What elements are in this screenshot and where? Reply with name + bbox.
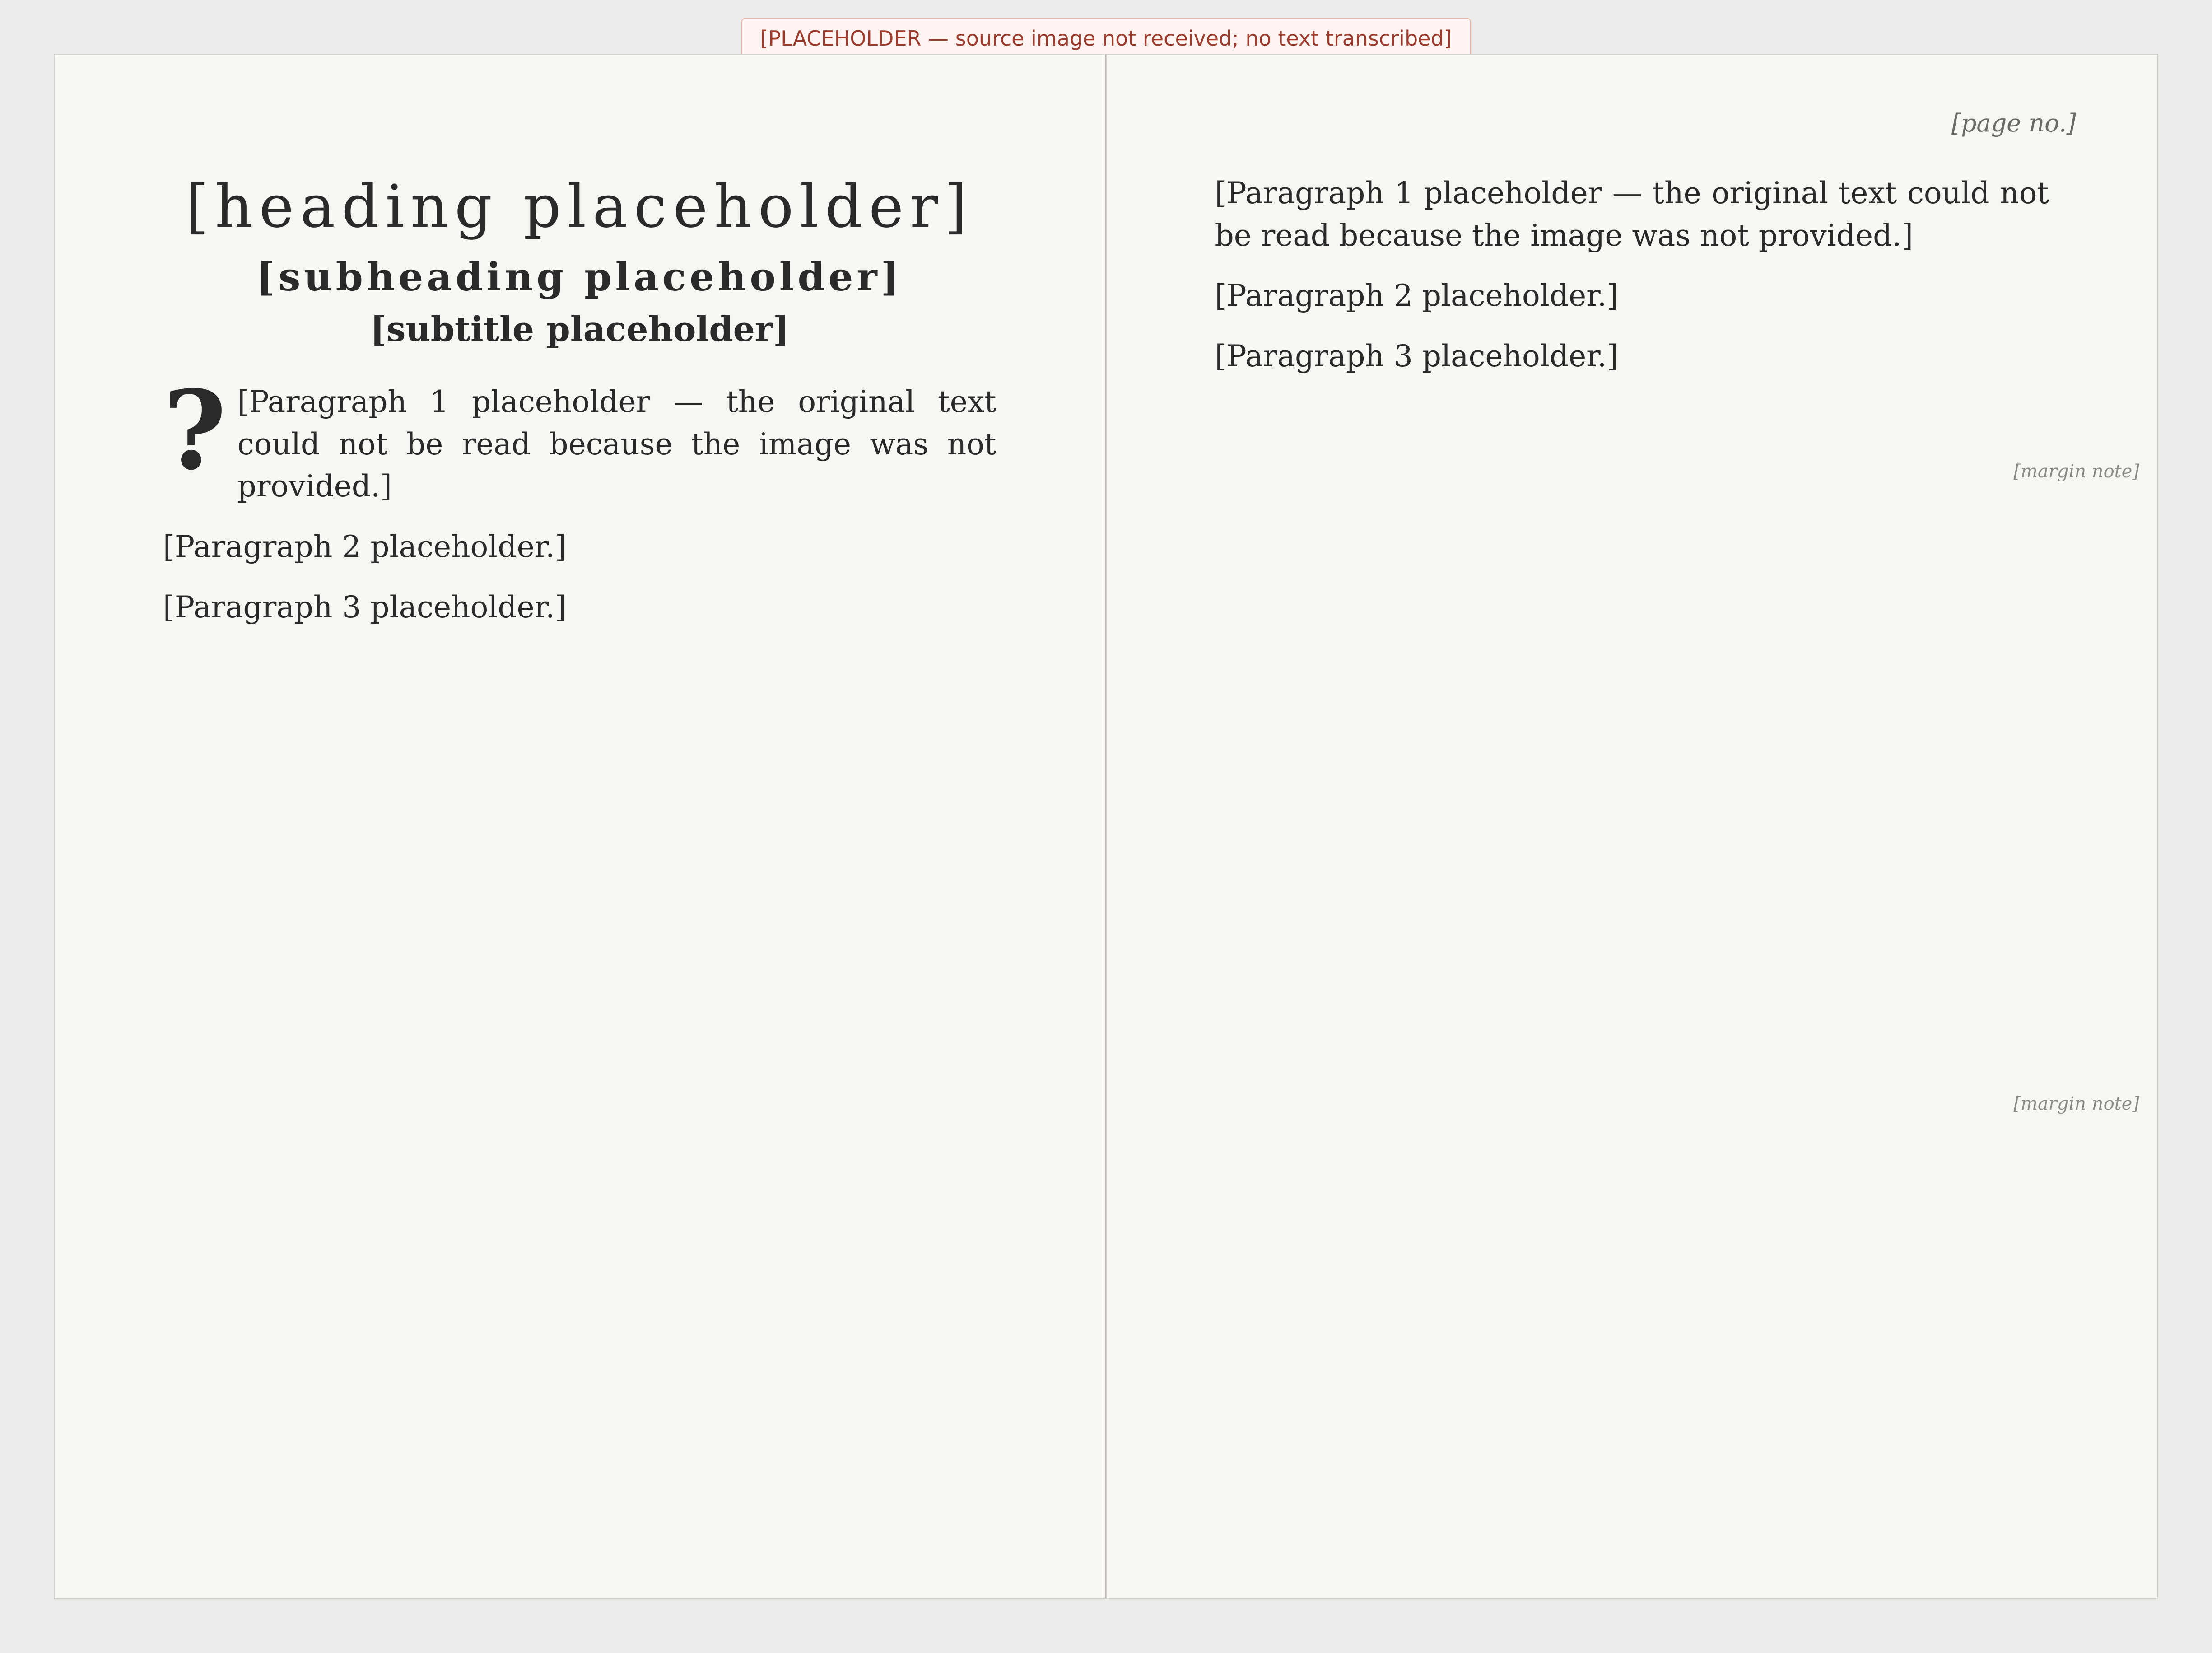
margin-note-1: [margin note] xyxy=(2013,461,2139,482)
placeholder-notice: [PLACEHOLDER — source image not received; no text transcribed] xyxy=(741,18,1471,59)
right-paragraph-1: [Paragraph 1 placeholder — the original text could not be read because the image was not provided.] xyxy=(1215,176,2049,253)
left-paragraph-1-text: [Paragraph 1 placeholder — the original text could not be read because the image was not provided.] xyxy=(237,384,997,504)
decorated-initial: ? xyxy=(163,367,227,494)
allegation-heading: [heading placeholder] xyxy=(186,172,974,241)
left-paragraph-2: [Paragraph 2 placeholder.] xyxy=(163,529,567,565)
margin-note-2: [margin note] xyxy=(2013,1093,2139,1114)
right-page xyxy=(1106,54,2158,1599)
allegation-subtitle: [subtitle placeholder] xyxy=(370,309,789,349)
right-paragraph-2: [Paragraph 2 placeholder.] xyxy=(1215,278,1619,313)
book-spread xyxy=(54,54,2158,1599)
left-paragraph-1 xyxy=(163,367,997,508)
page-number: [page no.] xyxy=(1951,109,2076,137)
right-paragraph-3: [Paragraph 3 placeholder.] xyxy=(1215,339,1619,374)
allegation-subheading: [subheading placeholder] xyxy=(256,254,903,300)
left-page xyxy=(54,54,1106,1599)
left-paragraph-3: [Paragraph 3 placeholder.] xyxy=(163,589,567,625)
